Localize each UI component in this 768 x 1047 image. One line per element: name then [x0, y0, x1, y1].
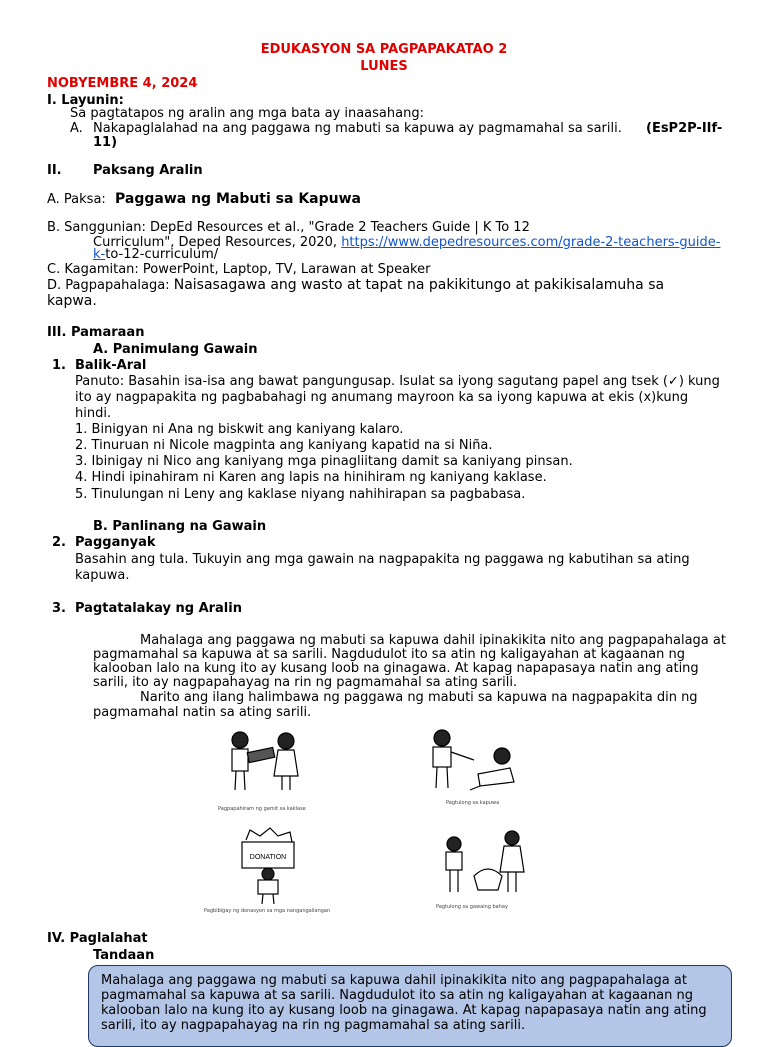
sanggunian-link[interactable]: https://www.depedresources.com/grade-2-teachers-guide- [341, 235, 721, 250]
layunin-item-text: Nakapaglalahad na ang paggawa ng mabuti sa kapuwa ay pagmamahal sa sarili. [93, 121, 622, 136]
step2-text-line1: Basahin ang tula. Tukuyin ang mga gawain na nagpapakita ng paggawa ng kabutihan sa ating [75, 552, 690, 567]
sanggunian-link-cont[interactable]: k- [93, 247, 106, 262]
sanggunian-link-tail: to-12-curriculum/ [105, 247, 219, 262]
caption: Pagpapahiram ng gamit sa kaklase [218, 806, 306, 812]
paragraph-line: pagmamahal natin sa ating sarili. [93, 705, 312, 720]
list-item: 2. Tinuruan ni Nicole magpinta ang kaniyang kapatid na si Niña. [75, 438, 493, 453]
tandaan-box [88, 965, 732, 1047]
list-item: 3. Ibinigay ni Nico ang kaniyang mga pinagliitang damit sa kaniyang pinsan. [75, 454, 573, 469]
pagpapahalaga [47, 277, 664, 294]
illustration-helping [418, 724, 528, 800]
illustration-chores [436, 826, 540, 902]
panuto-line3: hindi. [75, 406, 112, 421]
step2-text-line2: kapuwa. [75, 568, 130, 583]
paragraph-line: Narito ang ilang halimbawa ng paggawa ng mabuti sa kapuwa na nagpapakita din ng [140, 690, 698, 705]
tandaan-line: pagmamahal sa kapuwa at sa sarili. Nagdudulot ito sa atin ng kaligayahan at kagaanan ng [101, 988, 694, 1003]
donation-box-label: DONATION [249, 854, 287, 861]
tandaan-line: Mahalaga ang paggawa ng mabuti sa kapuwa dahil ipinakikita nito ang pagpapahalaga at [101, 973, 687, 988]
paragraph-line: Mahalaga ang paggawa ng mabuti sa kapuwa dahil ipinakikita nito ang pagpapahalaga at [140, 633, 726, 648]
paksang-aralin-num: II. [47, 163, 62, 178]
step3-num: 3. [52, 601, 66, 616]
panuto-line2: ito ay nagpapakita ng pagbabahagi ng anumang mayroon ka sa iyong kapuwa at ekis (x)kung [75, 390, 689, 405]
caption: Pagtulong sa kapuwa [446, 800, 500, 806]
paragraph-line: kalooban lalo na kung ito ay kusang loob na ginagawa. At kapag napapasaya natin ang ating [93, 661, 699, 676]
paksang-aralin-heading: Paksang Aralin [93, 163, 203, 178]
list-item: 5. Tinulungan ni Leny ang kaklase niyang nahihirapan sa pagbabasa. [75, 487, 526, 502]
pagpapahalaga-value: Naisasagawa ang wasto at tapat na pakikitungo at pakikisalamuha sa [173, 277, 665, 293]
step1-title: Balik-Aral [75, 358, 147, 373]
sanggunian-line1: B. Sanggunian: DepEd Resources et al., "Grade 2 Teachers Guide | K To 12 [47, 220, 530, 235]
caption: Pagtulong sa gawaing bahay [436, 904, 508, 910]
pamaraan-heading: III. Pamaraan [47, 325, 145, 340]
paragraph-line: sarili, ito ay nagpapahayag na rin ng pagmamahal sa ating sarili. [93, 675, 518, 690]
layunin-intro: Sa pagtatapos ng aralin ang mga bata ay inaasahang: [70, 106, 424, 121]
pagpapahalaga-label: D. Pagpapahalaga: [47, 278, 170, 293]
panuto-line1: Panuto: Basahin isa-isa ang bawat pangungusap. Isulat sa iyong sagutang papel ang tsek (✓) kung [75, 374, 720, 389]
paksa-label: A. Paksa: [47, 192, 106, 207]
list-item: 4. Hindi ipinahiram ni Karen ang lapis na hinihiram ng kaniyang kaklase. [75, 470, 547, 485]
tandaan-line: sarili, ito ay nagpapahayag na rin ng pagmamahal sa ating sarili. [101, 1018, 526, 1033]
document-day: LUNES [360, 59, 408, 74]
sanggunian-line3 [93, 247, 218, 263]
section-a-heading: A. Panimulang Gawain [93, 342, 258, 357]
layunin-code: (EsP2P-IIf- [646, 121, 723, 136]
illustration-donation [206, 826, 332, 906]
paksa-value: Paggawa ng Mabuti sa Kapuwa [115, 191, 361, 207]
step1-num: 1. [52, 358, 66, 373]
tandaan-heading: Tandaan [93, 948, 155, 963]
layunin-item-letter: A. [70, 121, 83, 136]
kagamitan: C. Kagamitan: PowerPoint, Laptop, TV, Larawan at Speaker [47, 262, 431, 277]
layunin-heading: I. Layunin: [47, 93, 124, 108]
caption: Pagbibigay ng donasyon sa mga nangangailangan [204, 908, 331, 914]
layunin-code-cont: 11) [93, 135, 118, 150]
household-chores-icon [436, 826, 540, 902]
section-b-heading: B. Panlinang na Gawain [93, 519, 267, 534]
donation-box-icon [206, 826, 332, 906]
child-helping-icon [418, 724, 528, 800]
tandaan-line: kalooban lalo na kung ito ay kusang loob na ginagawa. At kapag napapasaya natin ang ating [101, 1003, 707, 1018]
paglalahat-heading: IV. Paglalahat [47, 931, 148, 946]
list-item: 1. Binigyan ni Ana ng biskwit ang kaniyang kalaro. [75, 422, 404, 437]
document-title: EDUKASYON SA PAGPAPAKATAO 2 [260, 42, 508, 57]
step2-title: Pagganyak [75, 535, 156, 550]
pagpapahalaga-value-cont: kapwa. [47, 293, 97, 309]
children-sharing-icon [218, 724, 330, 806]
document-date: NOBYEMBRE 4, 2024 [47, 76, 198, 91]
illustration-lending [218, 724, 330, 806]
paragraph-line: pagmamahal sa kapuwa at sa sarili. Nagdudulot ito sa atin ng kaligayahan at kagaanan ng [93, 647, 686, 662]
sanggunian-text: Curriculum", Deped Resources, 2020, [93, 235, 342, 250]
step3-title: Pagtatalakay ng Aralin [75, 601, 242, 616]
step2-num: 2. [52, 535, 66, 550]
